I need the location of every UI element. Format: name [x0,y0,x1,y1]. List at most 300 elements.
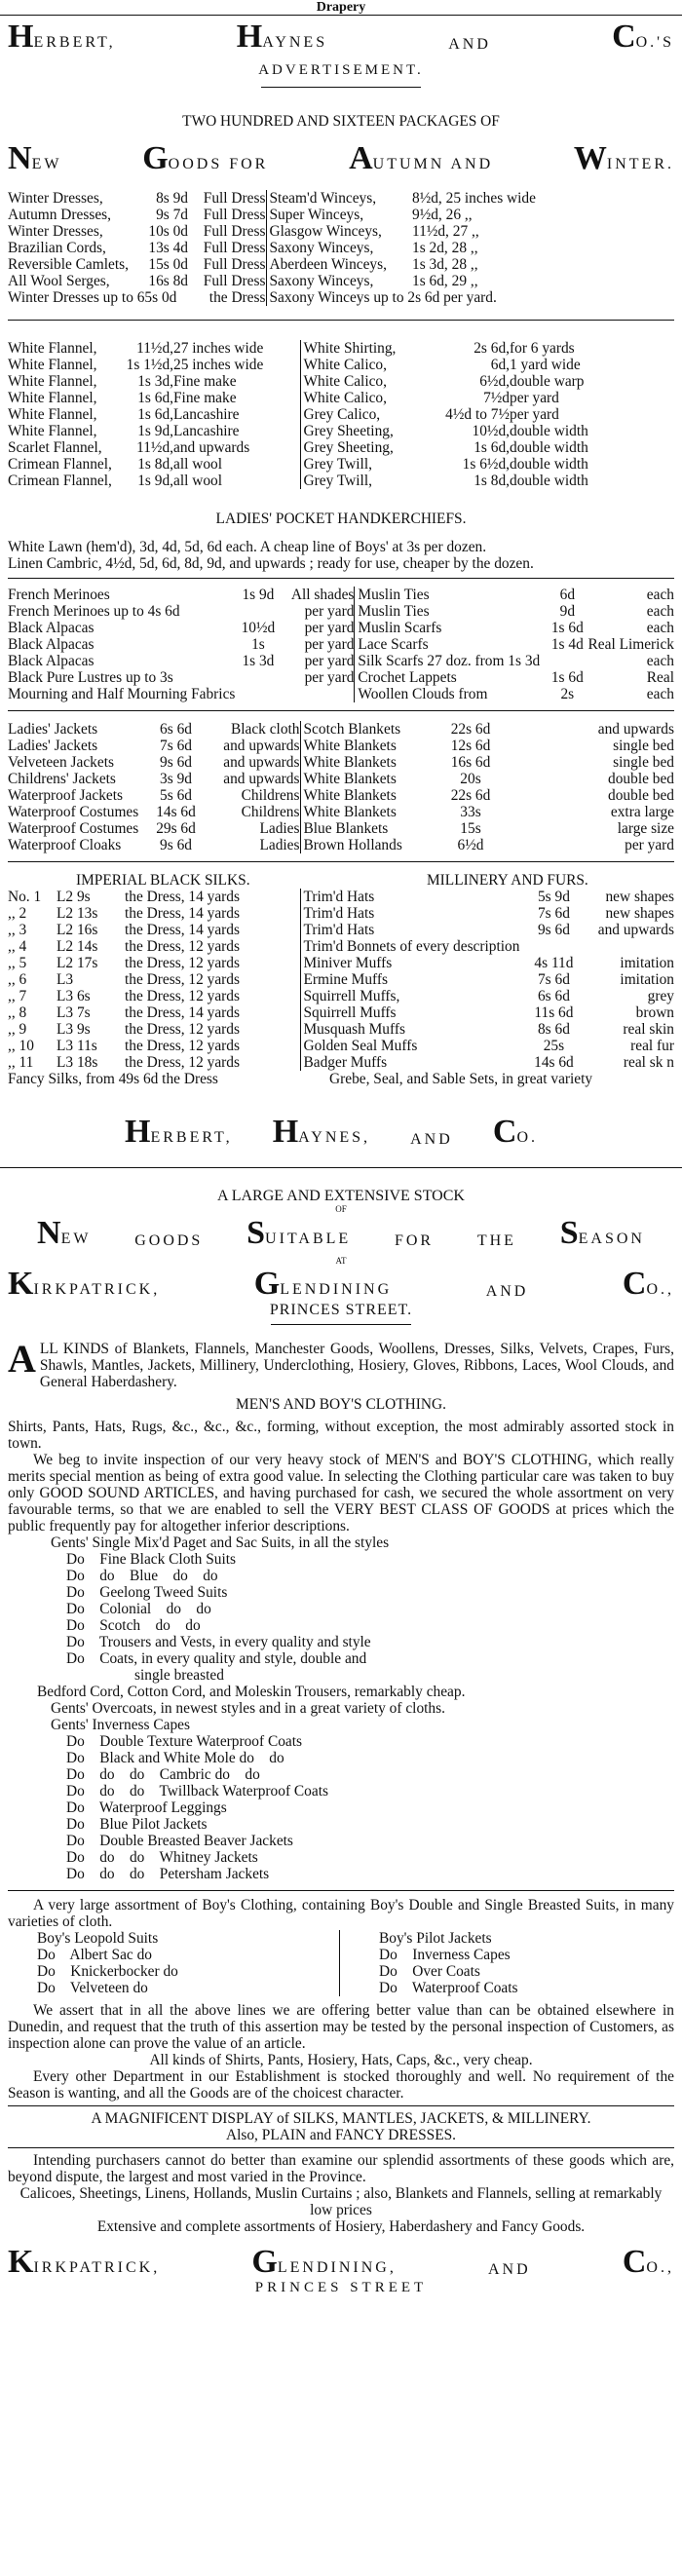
kg-boys-right [339,1930,518,1996]
dresses-table [8,190,674,306]
silk-row-cell: ,, 3 [8,922,27,938]
flannel-row-cell: 25 inches wide [173,357,264,373]
silk-row-cell: Squirrell Muffs [300,1004,519,1021]
flannel-row-cell: Lancashire [173,406,240,423]
jacket-row [8,738,674,754]
silk-row-cell: the Dress, 14 yards [125,889,240,905]
kg-calicoes: Calicoes, Sheetings, Linens, Hollands, Muslin Curtains ; also, Blankets and Flannels, selling at remarkably low prices [19,2185,663,2218]
boys-left-item: Do Velveteen do [37,1980,148,1996]
suit-item: Do Trousers and Vests, in every quality and style [66,1634,371,1650]
flannel-row-cell: Scarlet Flannel, [8,439,102,456]
hdk-title: LADIES' POCKET HANDKERCHIEFS. [215,511,467,527]
boys-left-item: Do Knickerbocker do [37,1963,178,1980]
silk-row-cell: L2 16s [57,922,98,938]
silk-row-cell: L3 9s [57,1021,91,1038]
flannel-row-cell: 11½d, [136,439,173,456]
merino-row-cell: Black Alpacas [8,653,95,669]
boys-right-item: Do Waterproof Coats [379,1980,518,1996]
merino-row [8,587,674,603]
flannel-row-cell: per yard [510,406,559,423]
dress-row [8,273,674,289]
merino-row-cell: Silk Scarfs 27 doz. from 1s 3d [355,653,547,669]
silk-row [8,922,674,938]
flannel-row-cell: 10½d, [472,423,510,439]
boys-right-item: Boy's Pilot Jackets [379,1930,492,1947]
jacket-row-cell: Velveteen Jackets [8,754,114,771]
merino-row-cell: Mourning and Half Mourning Fabrics [8,686,236,702]
merino-row-cell: French Merinoes up to 4s 6d [8,603,180,620]
silk-row-cell: the Dress, 12 yards [125,971,240,988]
fancy-silks: Fancy Silks, from 49s 6d the Dress [8,1071,218,1087]
hh-signature: HERBERT, HAYNES, AND CO. [125,1114,538,1150]
dress-row-cell: Brazilian Cords, [8,240,106,256]
silks-titles [8,872,674,889]
jacket-row-cell: 16s 6d [450,754,491,771]
kg-display-2: Also, PLAIN and FANCY DRESSES. [225,2127,456,2143]
flannel-row [8,439,674,456]
silk-row-cell: new shapes [605,905,674,922]
silk-row-cell: 7s 6d [537,905,570,922]
boys-right-item: Do Inverness Capes [379,1947,511,1963]
silk-row-cell: 14s 6d [534,1054,574,1071]
dress-row-cell: Full Dress [203,190,266,207]
merino-row-cell: per yard [304,620,355,636]
flannel-row [8,373,674,390]
dress-row-cell: 13s 4d [148,240,188,256]
kg-suits-list [8,1551,674,1667]
silk-row-cell: ,, 2 [8,905,27,922]
jacket-row-cell: double bed [608,787,674,804]
flannel-row-cell: 1s 6½d, [462,456,510,473]
jacket-row-cell: 15s [460,820,481,837]
kg-intending: Intending purchasers cannot do better than examine our splendid assortments of these goods which are, beyond dispute, the largest and most varied in the Province. [8,2152,674,2185]
flannel-row-cell: all wool [173,456,223,473]
flannel-row-cell: double warp [510,373,585,390]
merino-row-cell: per yard [304,636,355,653]
flannel-table [8,340,674,489]
flannel-row-cell: White Flannel, [8,373,97,390]
flannel-row-cell: 1s 8d, [474,473,510,489]
jacket-row [8,837,674,853]
flannel-row-cell: 2s 6d, [474,340,510,357]
silk-row-cell: Trim'd Hats [300,905,519,922]
silks-last-row [8,1071,674,1087]
silk-row-cell: Miniver Muffs [300,955,519,971]
jacket-row-cell: 3s 9d [160,771,192,787]
merino-row-cell: 9d [559,603,576,620]
jacket-row-cell: White Blankets [300,787,436,804]
dress-row [8,223,674,240]
silk-row-cell: ,, 11 [8,1054,34,1071]
flannel-row-cell: White Flannel, [8,340,97,357]
jacket-row-cell: Childrens' Jackets [8,771,116,787]
silk-row-cell: L2 17s [57,955,98,971]
flannel-row-cell: 1s 9d, [137,423,173,439]
jacket-row-cell: 6½d [457,837,484,853]
kg-intro: ALL KINDS of Blankets, Flannels, Manchester Goods, Woollens, Dresses, Silks, Velvets, Crapes, Furs, Shawls, Mantles, Jackets, Millinery, Underclothing, Hosiery, Gloves, Ribbons, Laces, Wool Clouds, and General Haberdashery. [8,1337,674,1390]
merino-row-cell [235,686,281,702]
merino-row-cell: French Merinoes [8,587,110,603]
dress-row-cell: Full Dress [203,256,266,273]
flannel-row-cell: double width [510,423,588,439]
merino-row-cell: Black Pure Lustres up to 3s [8,669,173,686]
silk-row-cell: ,, 6 [8,971,27,988]
cape-item: Do do do Whitney Jackets [66,1849,258,1866]
flannel-row-cell: 1 yard wide [510,357,581,373]
jacket-row-cell: 29s 6d [156,820,196,837]
flannel-row-cell: Fine make [173,373,237,390]
dress-row-cell: Reversible Camlets, [8,256,129,273]
silk-row-cell: the Dress, 14 yards [125,922,240,938]
jacket-row-cell: double bed [608,771,674,787]
hh-title: HERBERT, HAYNES AND CO.'S [8,19,674,55]
jacket-row [8,721,674,738]
dress-row-cell: Saxony Winceys, [266,240,412,256]
flannel-row-cell: 1s 1½d, [126,357,173,373]
kirkpatrick-advert [0,1188,682,2296]
kg-boys-left [8,1930,339,1996]
silk-row-cell: Squirrell Muffs, [300,988,519,1004]
kg-boys-lists [8,1930,674,1996]
jacket-row-cell: 7s 6d [160,738,192,754]
silk-row-cell: 7s 6d [537,971,570,988]
silk-row [8,1054,674,1071]
dress-row-cell: 1s 6d, 29 ,, [412,273,478,289]
jacket-row-cell: large size [617,820,674,837]
silk-row-cell: Trim'd Hats [300,922,519,938]
boys-left-item: Do Albert Sac do [37,1947,152,1963]
flannel-row-cell: 1s 9d, [137,473,173,489]
kg-of: OF [335,1204,347,1214]
cape-item: Do do do Cambric do do [66,1766,260,1783]
merino-row-cell: each [646,686,674,702]
jacket-row-cell: White Blankets [300,754,436,771]
silk-row [8,955,674,971]
dress-row [8,240,674,256]
jacket-row-cell: and upwards [597,721,674,738]
suit-item: Do Scotch do do [66,1617,201,1634]
jacket-row-cell: and upwards [223,754,300,771]
flannel-row-cell: White Flannel, [8,390,97,406]
silk-row-cell: Trim'd Bonnets of every description [300,938,519,955]
dress-row-cell: Autumn Dresses, [8,207,112,223]
merino-row-cell [235,669,281,686]
flannel-row-cell: double width [510,456,588,473]
flannel-row-cell: 27 inches wide [173,340,264,357]
merino-row [8,653,674,669]
jacket-row-cell: White Blankets [300,771,436,787]
silk-row-cell: L3 18s [57,1054,98,1071]
merino-row-cell: 1s 9d [242,587,275,603]
silk-row-cell: 8s 6d [537,1021,570,1038]
jacket-row-cell: and upwards [223,738,300,754]
flannel-row [8,340,674,357]
silk-row [8,938,674,955]
dress-row-cell: Glasgow Winceys, [266,223,412,240]
dress-row-cell: All Wool Serges, [8,273,110,289]
flannel-row-cell: 1s 6d, [474,439,510,456]
flannel-row-cell: all wool [173,473,223,489]
flannel-row-cell: White Shirting, [300,340,422,357]
silk-row-cell: Ermine Muffs [300,971,519,988]
flannel-row-cell: Grey Sheeting, [300,423,422,439]
silk-row [8,905,674,922]
kg-overcoats: Gents' Overcoats, in newest styles and in a great variety of cloths. [51,1700,445,1717]
flannel-row-cell: White Flannel, [8,357,97,373]
merino-row [8,636,674,653]
dress-row [8,256,674,273]
silk-row-cell: the Dress, 12 yards [125,955,240,971]
silk-row-cell [587,938,674,955]
silk-row-cell: Golden Seal Muffs [300,1038,519,1054]
jacket-row-cell: Ladies' Jackets [8,721,98,738]
flannel-row [8,357,674,373]
dress-row-cell: 8s 9d [156,190,188,207]
boys-right-item: Do Over Coats [379,1963,480,1980]
silk-row-cell: ,, 8 [8,1004,27,1021]
suit-item: Do Fine Black Cloth Suits [66,1551,237,1568]
cape-item: Do do do Petersham Jackets [66,1866,270,1882]
flannel-row-cell: double width [510,439,588,456]
merino-row-cell: Muslin Scarfs [355,620,547,636]
merino-row-cell: per yard [304,603,355,620]
jacket-row-cell: 33s [460,804,481,820]
flannel-row [8,473,674,489]
silk-row-cell: 5s 9d [537,889,570,905]
flannel-row-cell: 4½d to 7½ [445,406,510,423]
merino-row-cell [281,686,355,702]
dress-row-cell: Aberdeen Winceys, [266,256,412,273]
cape-item: Do Blue Pilot Jackets [66,1816,208,1833]
silk-row-cell: L2 14s [57,938,98,955]
silk-row [8,1004,674,1021]
kg-mens-2: We beg to invite inspection of our very heavy stock of MEN'S and BOY'S CLOTHING, which really merits special mention as being of extra good value. In selecting the Clothing particular care was taken to buy only GOOD SOUND ARTICLES, and having purchased for cash, we secured the whole assortment on very favourable terms, so that we are enabled to sell the VERY BEST CLASS OF GOODS at prices which the public frequently pay for altogether inferior descriptions. [8,1452,674,1534]
silk-row [8,1038,674,1054]
silk-row-cell: imitation [620,971,674,988]
silk-row-cell: grey [647,988,674,1004]
dress-row-cell: 9s 7d [156,207,188,223]
kg-street: PRINCES STREET. [269,1302,413,1318]
kg-mens-title: MEN'S AND BOY'S CLOTHING. [236,1396,446,1413]
kg-signature: KIRKPATRICK, GLENDINING, AND CO., [8,2244,674,2280]
flannel-row-cell: Crimean Flannel, [8,456,112,473]
silk-row-cell: 25s [543,1038,565,1054]
section-divider [0,1167,682,1168]
jacket-row-cell: Waterproof Cloaks [8,837,122,853]
merino-row-cell: 1s [251,636,265,653]
merino-row-cell: 1s 4d [550,636,584,653]
silk-row [8,889,674,905]
flannel-row-cell: per yard [510,390,559,406]
silk-row-cell: 6s 6d [537,988,570,1004]
silk-row-cell: and upwards [597,922,674,938]
kg-mens-1: Shirts, Pants, Hats, Rugs, &c., &c., &c., forming, without exception, the most admirably assorted stock in town. [8,1419,674,1452]
kg-capes-list [8,1733,674,1882]
merino-row-cell: 1s 3d [242,653,275,669]
jackets-table [8,721,674,853]
silk-row-cell: the Dress, 12 yards [125,1054,240,1071]
section-header: Drapery [316,0,366,15]
silk-row-cell: ,, 10 [8,1038,34,1054]
suit-item: Do Colonial do do [66,1601,211,1617]
dress-row-cell: Saxony Winceys, [266,273,412,289]
dresses-last-row: Winter Dresses up to 65s 0d the Dress Saxony Winceys up to 2s 6d per yard. [8,289,674,306]
merino-row-cell: Real Limerick [587,636,674,653]
silk-row-cell: the Dress, 12 yards [125,938,240,955]
jacket-row-cell: per yard [625,837,674,853]
dress-row-cell: Full Dress [203,273,266,289]
kg-display-1: A MAGNIFICENT DISPLAY of SILKS, MANTLES, JACKETS, & MILLINERY. [91,2110,591,2127]
silk-row [8,988,674,1004]
kg-title: KIRKPATRICK, GLENDINING AND CO., [8,1266,674,1302]
merino-row-cell: Muslin Ties [355,587,547,603]
flannel-row [8,423,674,439]
silk-row-cell: ,, 7 [8,988,27,1004]
silk-row-cell: ,, 9 [8,1021,27,1038]
silk-row [8,971,674,988]
silk-row-cell: L3 [57,971,74,988]
silk-row-cell: 11s 6d [534,1004,574,1021]
merino-row-cell: each [646,603,674,620]
jacket-row-cell: Ladies [259,820,300,837]
jacket-row-cell: Ladies' Jackets [8,738,98,754]
silk-row-cell: L3 11s [57,1038,97,1054]
silk-row-cell: No. 1 [8,889,42,905]
jacket-row-cell: 22s 6d [450,721,491,738]
dress-row [8,207,674,223]
merino-row [8,620,674,636]
merino-row-cell: Crochet Lappets [355,669,547,686]
jacket-row-cell: Black cloth [230,721,300,738]
silk-row [8,1021,674,1038]
silk-row-cell: the Dress, 14 yards [125,905,240,922]
silk-row-cell: brown [635,1004,674,1021]
cape-item: Do Double Texture Waterproof Coats [66,1733,303,1750]
merinos-table [8,587,674,702]
silks-table [8,889,674,1071]
flannel-row-cell: Crimean Flannel, [8,473,112,489]
suit-item: Do do Blue do do [66,1568,218,1584]
merino-row-cell: each [646,620,674,636]
jacket-row-cell: single bed [613,754,674,771]
kg-boys-para: A very large assortment of Boy's Clothing, containing Boy's Double and Single Breasted Suits, in many varieties of cloth. [8,1897,674,1930]
jacket-row [8,754,674,771]
hh-new-goods: NEW GOODS FOR AUTUMN AND WINTER. [8,140,674,176]
grebe-sets: Grebe, Seal, and Sable Sets, in great variety [329,1071,593,1087]
merino-row-cell [235,603,281,620]
jacket-row-cell: Childrens [241,804,300,820]
jacket-row-cell: single bed [613,738,674,754]
flannel-row-cell: White Calico, [300,390,422,406]
kg-gents: Gents' Single Mix'd Paget and Sac Suits, in all the styles [51,1534,390,1551]
jacket-row-cell: Brown Hollands [300,837,436,853]
silk-row-cell: real skin [623,1021,674,1038]
flannel-row-cell: Grey Calico, [300,406,422,423]
jacket-row [8,787,674,804]
flannel-row-cell: White Flannel, [8,423,97,439]
silk-row-cell: Trim'd Hats [300,889,519,905]
jacket-row-cell: 9s 6d [160,754,192,771]
flannel-row-cell: and upwards [173,439,250,456]
merino-row [8,669,674,686]
flannel-row-cell: for 6 yards [510,340,575,357]
silk-row-cell: new shapes [605,889,674,905]
silk-row-cell: L2 9s [57,889,91,905]
flannel-row-cell: 6d, [490,357,510,373]
flannel-row-cell: White Calico, [300,357,422,373]
flannel-row-cell: Lancashire [173,423,240,439]
dress-row-cell: 8½d, 25 inches wide [412,190,536,207]
kg-bedford: Bedford Cord, Cotton Cord, and Moleskin Trousers, remarkably cheap. [37,1684,466,1700]
jacket-row [8,820,674,837]
kg-sig-street: PRINCES STREET [254,2280,428,2295]
jacket-row-cell: Waterproof Costumes [8,820,139,837]
merino-row [8,603,674,620]
hdk-line-1: White Lawn (hem'd), 3d, 4d, 5d, 6d each. A cheap line of Boys' at 3s per dozen. [8,539,487,555]
dress-row-cell: 16s 8d [148,273,188,289]
cape-item: Do Black and White Mole do do [66,1750,284,1766]
flannel-row [8,456,674,473]
flannel-row-cell: Grey Sheeting, [300,439,422,456]
jacket-row-cell: 5s 6d [160,787,192,804]
dress-row-cell: 9½d, 26 ,, [412,207,473,223]
flannel-row-cell: 7½d [483,390,510,406]
merino-row-cell: Woollen Clouds from [355,686,547,702]
silk-row-cell: L3 7s [57,1004,91,1021]
merino-row-cell: 1s 6d [550,620,584,636]
jacket-row-cell: 12s 6d [450,738,491,754]
hh-advertisement: ADVERTISEMENT. [258,62,424,78]
merino-row-cell [547,653,587,669]
kg-new-goods: NEW GOODS SUITABLE FOR THE SEASON [37,1215,645,1251]
merino-row-cell: 2s [560,686,575,702]
flannel-row-cell: White Flannel, [8,406,97,423]
silk-row-cell: Musquash Muffs [300,1021,519,1038]
flannel-row-cell: Fine make [173,390,237,406]
flannel-row-cell: Grey Twill, [300,473,422,489]
jacket-row [8,804,674,820]
merino-row-cell: Real [646,669,674,686]
suit-item: Do Coats, in every quality and style, double and [66,1650,367,1667]
jacket-row-cell: extra large [610,804,674,820]
jacket-row-cell: 20s [460,771,481,787]
flannel-row [8,406,674,423]
jacket-row-cell: 6s 6d [160,721,192,738]
jacket-row [8,771,674,787]
jacket-row-cell: Waterproof Jackets [8,787,123,804]
millinery-title: MILLINERY AND FURS. [427,872,588,889]
silk-row-cell: 9s 6d [537,922,570,938]
flannel-row-cell: 6½d, [479,373,510,390]
merino-row-cell: per yard [304,669,355,686]
jacket-row-cell: Childrens [241,787,300,804]
merino-row-cell: All shades [290,587,355,603]
silk-row-cell: L3 6s [57,988,91,1004]
merino-row-cell: 6d [559,587,576,603]
silk-row-cell: real sk n [623,1054,674,1071]
silk-row-cell: ,, 4 [8,938,27,955]
merino-row-cell: each [646,587,674,603]
dress-row-cell: Steam'd Winceys, [266,190,412,207]
herbert-haynes-advert [0,19,682,1148]
dress-row [8,190,674,207]
flannel-row [8,390,674,406]
merino-row-cell: Lace Scarfs [355,636,547,653]
flannel-row-cell: 11½d, [136,340,173,357]
silk-row-cell [519,938,587,955]
kg-single-breasted: single breasted [134,1667,224,1684]
merino-row-cell: Black Alpacas [8,636,95,653]
